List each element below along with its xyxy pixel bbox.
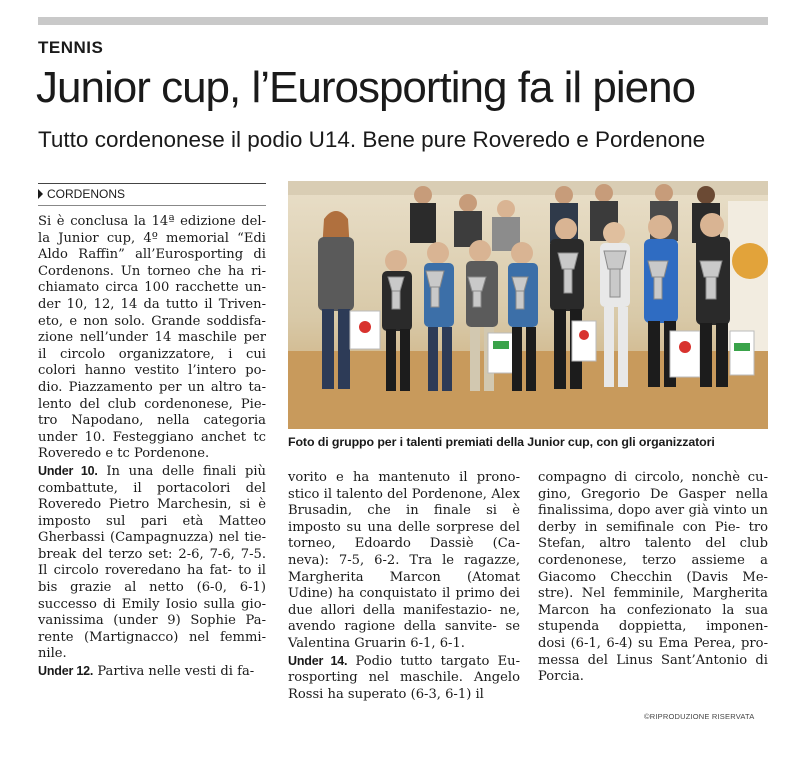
photo-caption: Foto di gruppo per i talenti premiati della Junior cup, con gli organizzatori (288, 435, 715, 449)
lead-label-under14: Under 14. (288, 653, 348, 668)
body-paragraph: Si è conclusa la 14ª edizione del- la Junior cup, 4º memorial “Edi Aldo Raffin” all’Eurosporting di Cordenons. Un torneo che ha ri- chiamato circa 100 racchette un- der 10, 12, 14 da tutto il Triven- eto, e non solo. Grande soddisfa- zione nell’under 14 maschile per il circolo organizzatore, i cui colori hanno vestito l’intero po- dio. Piazzamento per un altro ta- lento del club cordenonese, Pie- tro Napodano, nella categoria under 10. Festeggiano anchet tc Roveredo e tc Pordenone. (38, 214, 266, 462)
lead-label-under12: Under 12. (38, 664, 94, 679)
subheadline: Tutto cordenonese il podio U14. Bene pure Roveredo e Pordenone (38, 127, 706, 152)
headline: Junior cup, l’Eurosporting fa il pieno (36, 63, 696, 112)
article-column-3 (538, 470, 768, 686)
body-paragraph: vorito e ha mantenuto il prono- stico il talento del Pordenone, Alex Brusadin, che in finale si è imposto su una delle sorprese del torneo, Edoardo Dassiè (Ca- neva): 7-5, 6-2. Tra le ragazze, Margherita Marcon (Atomat Udine) ha conquistato il primo dei due allori della manifestazio- ne, avendo ragione della sanvite- se Valentina Gruarin 6-1, 6-1. (288, 470, 520, 651)
article-column-2 (288, 470, 520, 703)
dateline (38, 183, 266, 206)
body-paragraph-under12 (38, 663, 266, 681)
body-paragraph-under14 (288, 653, 520, 704)
body-paragraph-under10 (38, 463, 266, 663)
body-text: Podio tutto targato Eu- rosporting nel maschile. Angelo Rossi ha superato (6-3, 6-1) il (288, 653, 520, 702)
triangle-marker-icon (38, 189, 43, 199)
section-label: TENNIS (38, 38, 104, 57)
lead-label-under10: Under 10. (38, 463, 98, 478)
group-photo (288, 181, 768, 429)
body-text: Partiva nelle vesti di fa- (93, 664, 255, 680)
body-paragraph: compagno di circolo, nonchè cu- gino, Gregorio De Gasper nella finalissima, dopo aver già vinto un derby in semifinale con Pie- tro Stefan, altro talento del club cordenonese, terzo assieme a Giacomo Checchin (Davis Me- stre). Nel femminile, Margherita Marcon ha confezionato la sua stupenda doppietta, imponen- dosi (6-1, 6-4) su Ema Perea, pro- messa del Linus Sant’Antonio di Porcia. (538, 470, 768, 685)
top-rule (38, 17, 768, 25)
body-text: In una delle finali più combattute, il portacolori del Roveredo Pietro Marchesin, si è imposto sul pari età Matteo Gherbassi (Campagnuzza) nel tie-break del terzo set: 2-6, 7-6, 7-5. Il circolo roveredano ha fat- to il bis grazie al netto (6-0, 6-1) successo di Emily Iosio sulla gio- vanissima (under 9) Sophie Pa- rente (Martignacco) nel femmi- nile. (38, 463, 266, 662)
copyright-notice: ©RIPRODUZIONE RISERVATA (644, 712, 755, 721)
dateline-text: CORDENONS (47, 187, 126, 201)
article-column-1 (38, 214, 266, 681)
